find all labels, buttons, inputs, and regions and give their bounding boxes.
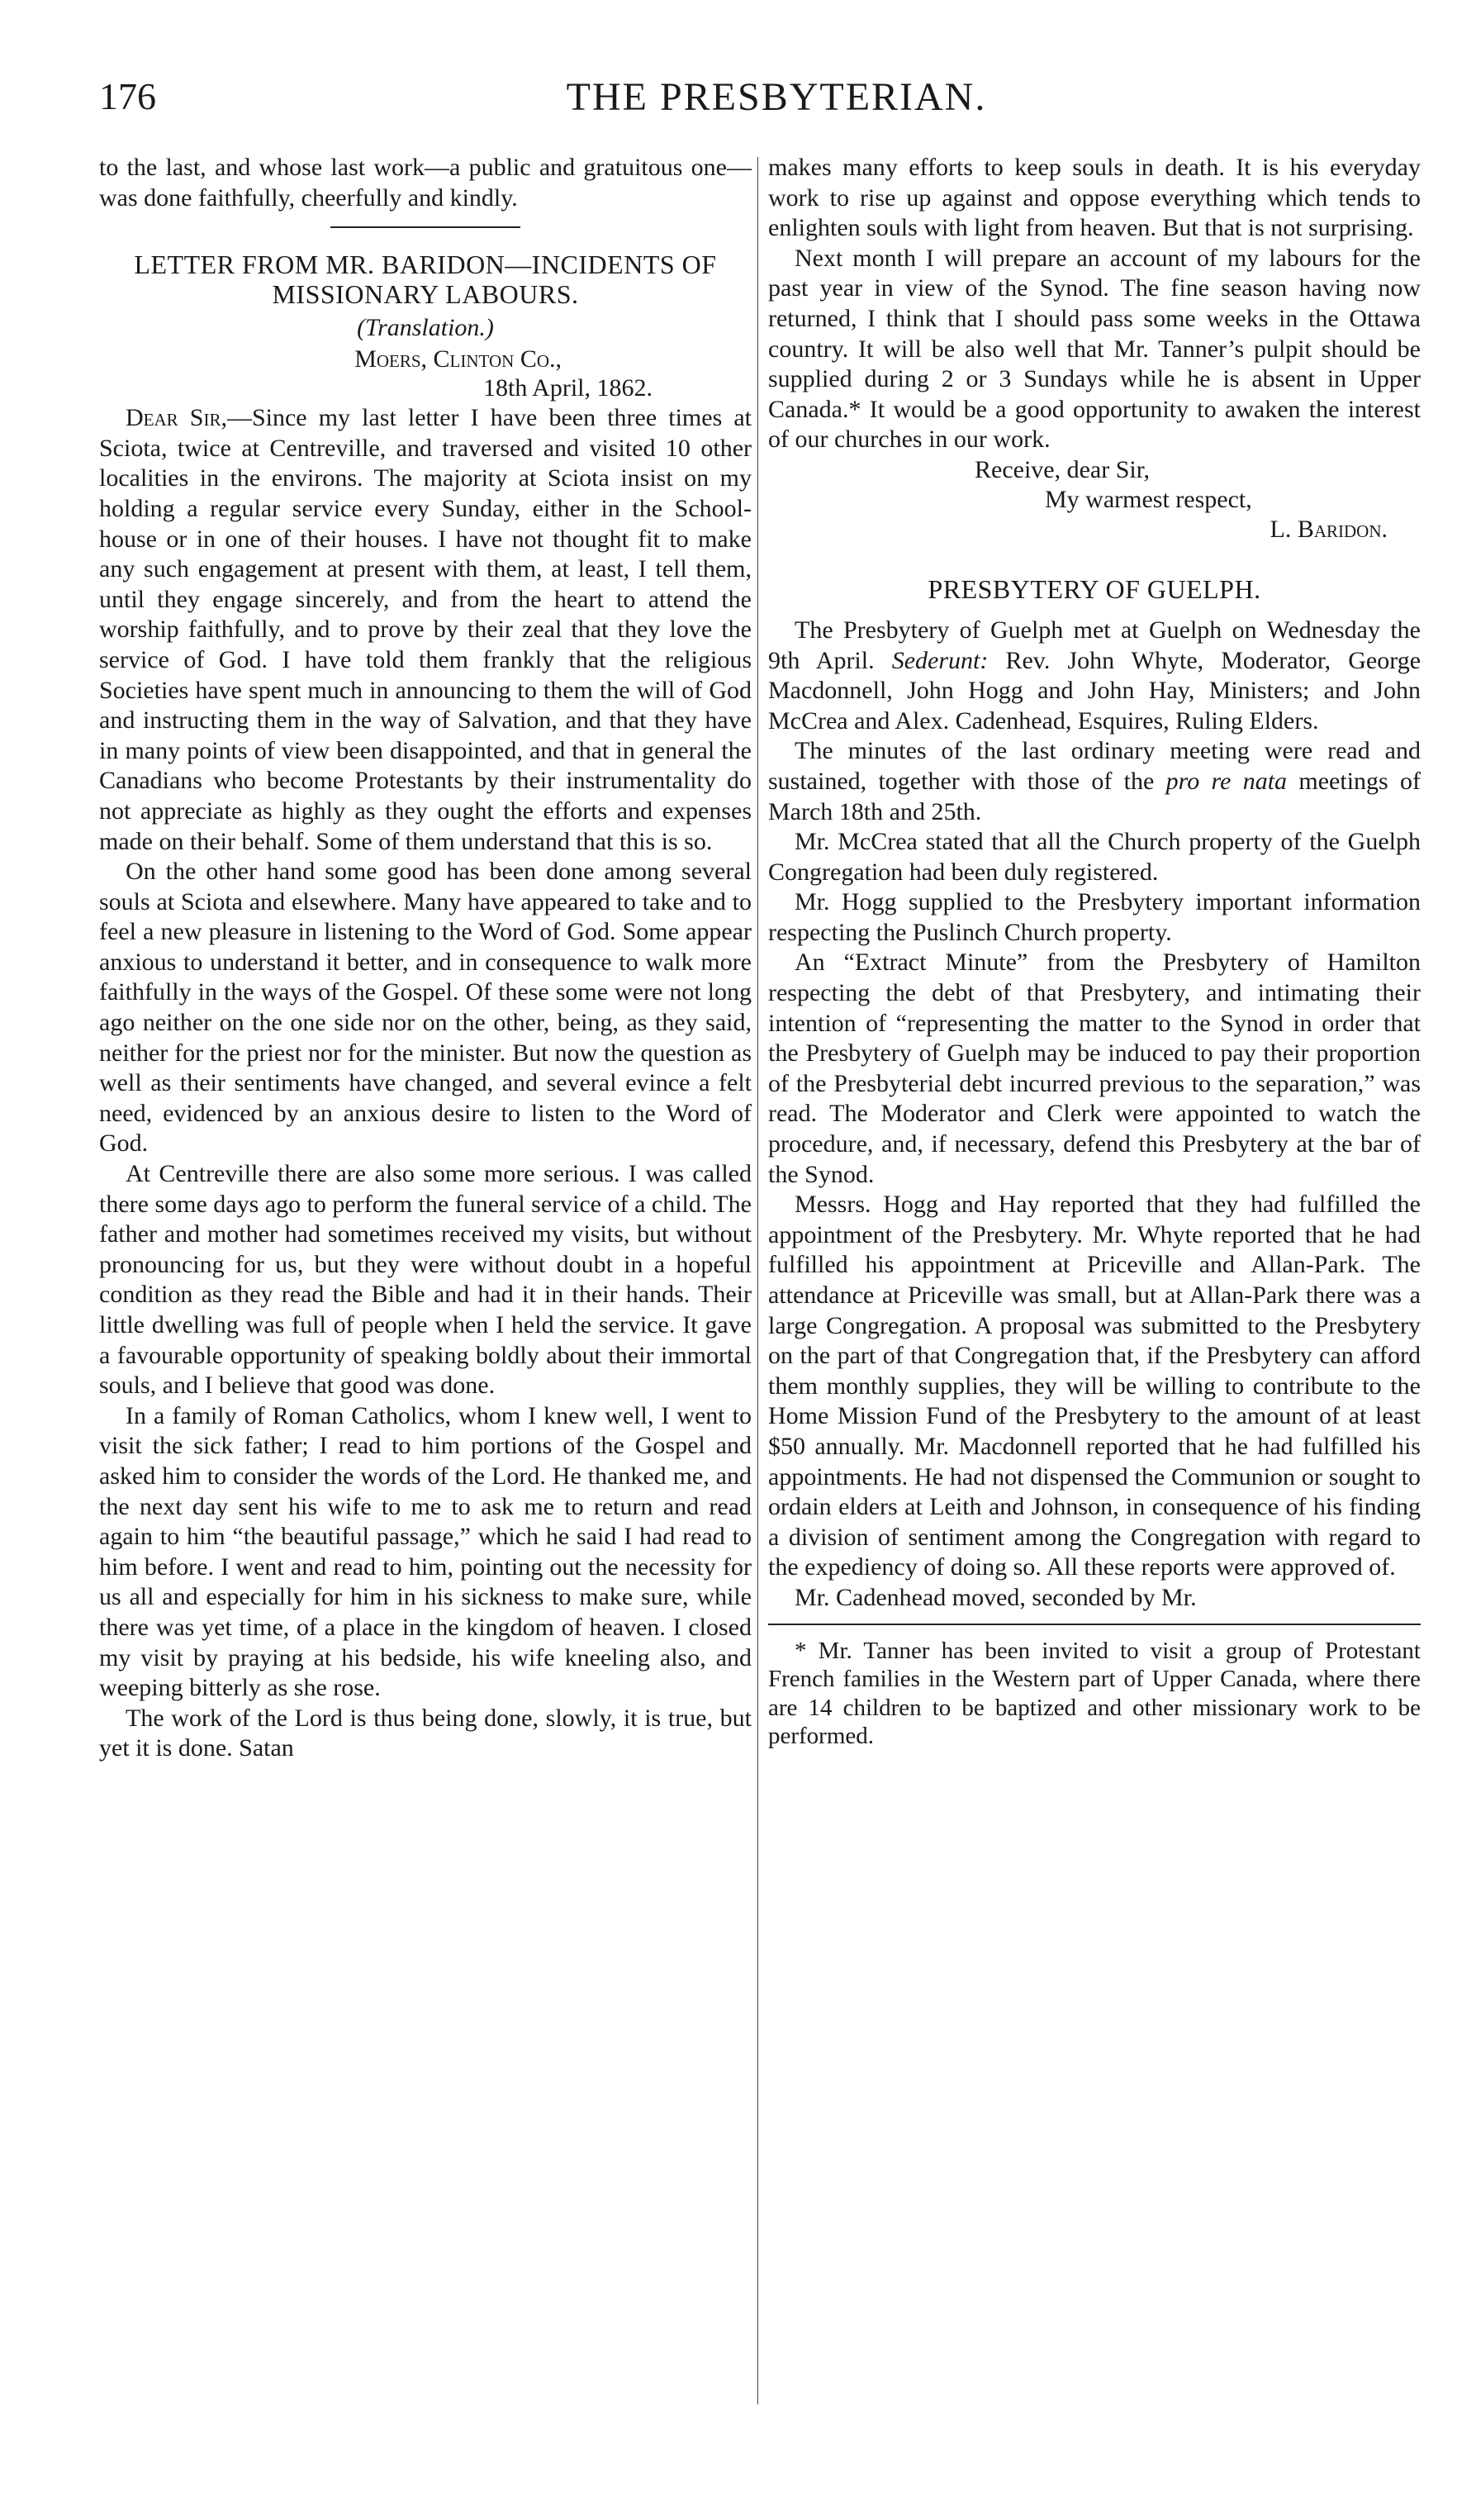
sederunt-label: Sederunt: <box>891 646 989 674</box>
translation-note: (Translation.) <box>357 314 494 342</box>
pro-re-nata: pro re nata <box>1165 767 1288 795</box>
section-rule <box>330 226 520 228</box>
presbytery-paragraph: An “Extract Minute” from the Presbytery of Hamilton respecting the debt of that Presbytery, and intimating their intention of “representing the matter to the Synod in order that the Presbytery of Guelph may be induced to pay their proportion of the Presbyterial debt incurred previous to the separation,” was read. The Moderator and Clerk were appointed to watch the procedure, and, if necessary, defend this Presbytery at the bar of the Synod. <box>768 949 1421 1188</box>
letter-closing: Receive, dear Sir, <box>975 455 1151 483</box>
letter-closing: My warmest respect, <box>1045 485 1252 513</box>
footnote-text: * Mr. Tanner has been invited to visit a group of Protestant French families in the Western part of Upper Canada, where there are 14 children to be baptized and other missionary work to be performed. <box>768 1637 1421 1750</box>
presbytery-paragraph: The Presbytery of Guelph met at Guelph on Wednesday the 9th April. Sederunt: Rev. John Whyte, Moderator, George Macdonnell, John Hogg and John Hay, Ministers; and John McCrea and Alex. Cadenhead, Esquires, Ruling Elders. <box>768 616 1421 735</box>
footnote <box>768 1637 1421 1751</box>
footnote-rule <box>768 1624 1421 1625</box>
letter-title: LETTER FROM MR. BARIDON—INCIDENTS OF MISSIONARY LABOURS. <box>134 250 717 310</box>
presbytery-paragraph: Mr. McCrea stated that all the Church property of the Guelph Congregation had been duly registered. <box>768 828 1421 886</box>
presbytery-title: PRESBYTERY OF GUELPH. <box>928 573 1261 604</box>
page-header <box>99 74 1421 132</box>
presbytery-paragraph: Mr. Hogg supplied to the Presbytery important information respecting the Puslinch Church property. <box>768 888 1421 946</box>
salutation: Dear Sir, <box>126 404 227 432</box>
letter-paragraph-text: —Since my last letter I have been three times at Sciota, twice at Centreville, and traversed and visited 10 other localities in the environs. The majority at Sciota insist on my holding a regular service every Sunday, either in the School-house or in one of their houses. I have not thought fit to make any such engagement at present with them, at least, I tell them, until they engage sincerely, and from the heart to attend the worship faithfully, and to prove by their zeal that they love the service of God. I have told them frankly that the religious Societies have spent much in announcing to them the will of God and instructing them in the way of Salvation, and that they have in many points of view been disappointed, and that in general the Canadians who become Protestants by their instrumentality do not appreciate as highly as they ought the efforts and expenses made on their behalf. Some of them understand that this is so. <box>99 404 752 855</box>
letter-signature: L. Baridon. <box>1270 515 1388 543</box>
letter-paragraph <box>99 403 752 857</box>
presbytery-paragraph: Messrs. Hogg and Hay reported that they had fulfilled the appointment of the Presbytery. Mr. Whyte reported that he had fulfilled his appointment at Priceville and Allan-Park. The attendance at Priceville was small, but at Allan-Park there was a large Congregation. A proposal was submitted to the Presbytery on the part of that Congregation that, if the Presbytery can afford them monthly supplies, they will be willing to contribute to the Home Mission Fund of the Presbytery to the amount of at least $50 annually. Mr. Macdonnell reported that he had fulfilled his appointments. He had not dispensed the Communion or sought to ordain elders at Leith and Johnson, in consequence of his finding a division of sentiment among the Congregation with regard to the expediency of doing so. All these reports were approved of. <box>768 1191 1421 1581</box>
intro-text: to the last, and whose last work—a public and gratuitous one—was done faithfully, cheerfully and kindly. <box>99 154 752 212</box>
letter-continued-paragraph: Next month I will prepare an account of my labours for the past year in view of the Synod. The fine season having now returned, I think that I should pass some weeks in the Ottawa country. It will be also well that Mr. Tanner’s pulpit should be supplied during 2 or 3 Sundays while he is absent in Upper Canada.* It would be a good opportunity to awaken the interest of our churches in our work. <box>768 244 1421 454</box>
letter-paragraph: At Centreville there are also some more serious. I was called there some days ago to perform the funeral service of a child. The father and mother had sometimes received my visits, but without pronouncing for us, but they were without doubt in a hopeful condition as they read the Bible and had it in their hands. Their little dwelling was full of people when I held the service. It gave a favourable opportunity of speaking boldly about their immortal souls, and I believe that good was done. <box>99 1160 752 1400</box>
presbytery-paragraph: The minutes of the last ordinary meeting were read and sustained, together with those of the pro re nata meetings of March 18th and 25th. <box>768 737 1421 825</box>
journal-title: THE PRESBYTERIAN. <box>566 75 987 119</box>
letter-paragraph: In a family of Roman Catholics, whom I knew well, I went to visit the sick father; I read to him portions of the Gospel and asked him to consider the words of the Lord. He thanked me, and the next day sent his wife to me to ask me to return and read again to him “the beautiful passage,” which he said I had read to him before. I went and read to him, pointing out the necessity for us all and especially for him in his sickness to make sure, while there was yet time, of a place in the kingdom of heaven. I closed my visit by praying at his bedside, his wife kneeling also, and weeping bitterly as she rose. <box>99 1401 752 1702</box>
letter-paragraph: On the other hand some good has been done among several souls at Sciota and elsewhere. Many have appeared to take and to feel a new pleasure in listening to the Word of God. Some appear anxious to understand it better, and in consequence to walk more faithfully in the ways of the Gospel. Of these some were not long ago neither on the one side nor on the other, being, as they said, neither for the priest nor for the minister. But now the question as well as their sentiments have changed, and several evince a felt need, evidenced by an anxious desire to listen to the Word of God. <box>99 858 752 1158</box>
letter-paragraph: The work of the Lord is thus being done, slowly, it is true, but yet it is done. Satan <box>99 1704 752 1762</box>
presbytery-paragraph: Mr. Cadenhead moved, seconded by Mr. <box>795 1583 1197 1611</box>
left-column <box>99 153 752 1764</box>
letter-date: 18th April, 1862. <box>482 374 653 402</box>
right-column <box>768 153 1421 1751</box>
letter-place: Moers, Clinton Co., <box>354 345 562 373</box>
letter-continued-paragraph: makes many efforts to keep souls in death. It is his everyday work to rise up against and oppose everything which tends to enlighten souls with light from heaven. But that is not surprising. <box>768 154 1421 242</box>
page-number: 176 <box>99 75 156 117</box>
column-divider <box>757 157 758 2404</box>
